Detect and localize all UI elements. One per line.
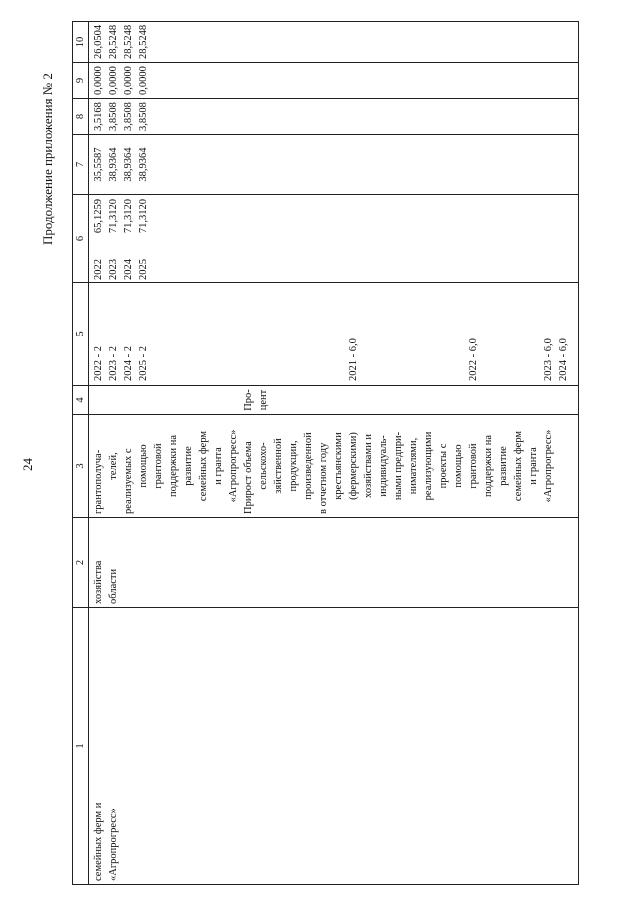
cell-col9: 0,0000 0,0000 0,0000 0,0000 (89, 63, 579, 99)
continuation-title: Продолжение приложения № 2 (40, 73, 55, 245)
col-header-8: 8 (73, 99, 89, 135)
cell-col6: 2022 2023 2024 2025 65,1259 71,3120 71,3120 71,3120 (89, 195, 579, 283)
cell-col2: хозяйства области (89, 518, 579, 608)
cell-col1: семейных ферм и «Агропрогресс» (89, 608, 579, 885)
col-header-10: 10 (73, 21, 89, 62)
col-header-2: 2 (73, 518, 89, 608)
col-header-7: 7 (73, 135, 89, 195)
cell-col10: 26,0504 28,5248 28,5248 28,5248 (89, 21, 579, 62)
col-header-4: 4 (73, 386, 89, 415)
col-header-1: 1 (73, 608, 89, 885)
cell-col8: 3,5168 3,8508 3,8508 3,8508 (89, 99, 579, 135)
table-row (89, 21, 579, 884)
col-header-6: 6 (73, 195, 89, 283)
col-header-9: 9 (73, 63, 89, 99)
cell-col4: Про- цент (89, 386, 579, 415)
col-header-5: 5 (73, 283, 89, 386)
cell-col5: 2022 - 2 2023 - 2 2024 - 2 2025 - 2 2021 - 6,0 2022 - 6,0 2023 - 6,0 2024 - 6,0 (89, 283, 579, 386)
indicators-table (72, 21, 579, 885)
cell-col7: 35,5587 38,9364 38,9364 38,9364 (89, 135, 579, 195)
col-header-3: 3 (73, 415, 89, 518)
cell-col3: грантополуча- телей, реализуемых с помощью грантовой поддержки на развитие семейных ферм и гранта «Агропрогресс» Прирост объема сельскохо- зяйственной продукции, произведенной в отчетном году крестьянскими (фермерскими) хозяйствами и индивидуаль- ными предпри- нимателями, реализующими проекты с помощью грантовой поддержки на развитие семейных ферм и гранта «Агропрогресс» (89, 415, 579, 518)
page-number: 24 (20, 458, 35, 471)
column-number-row (73, 21, 89, 884)
